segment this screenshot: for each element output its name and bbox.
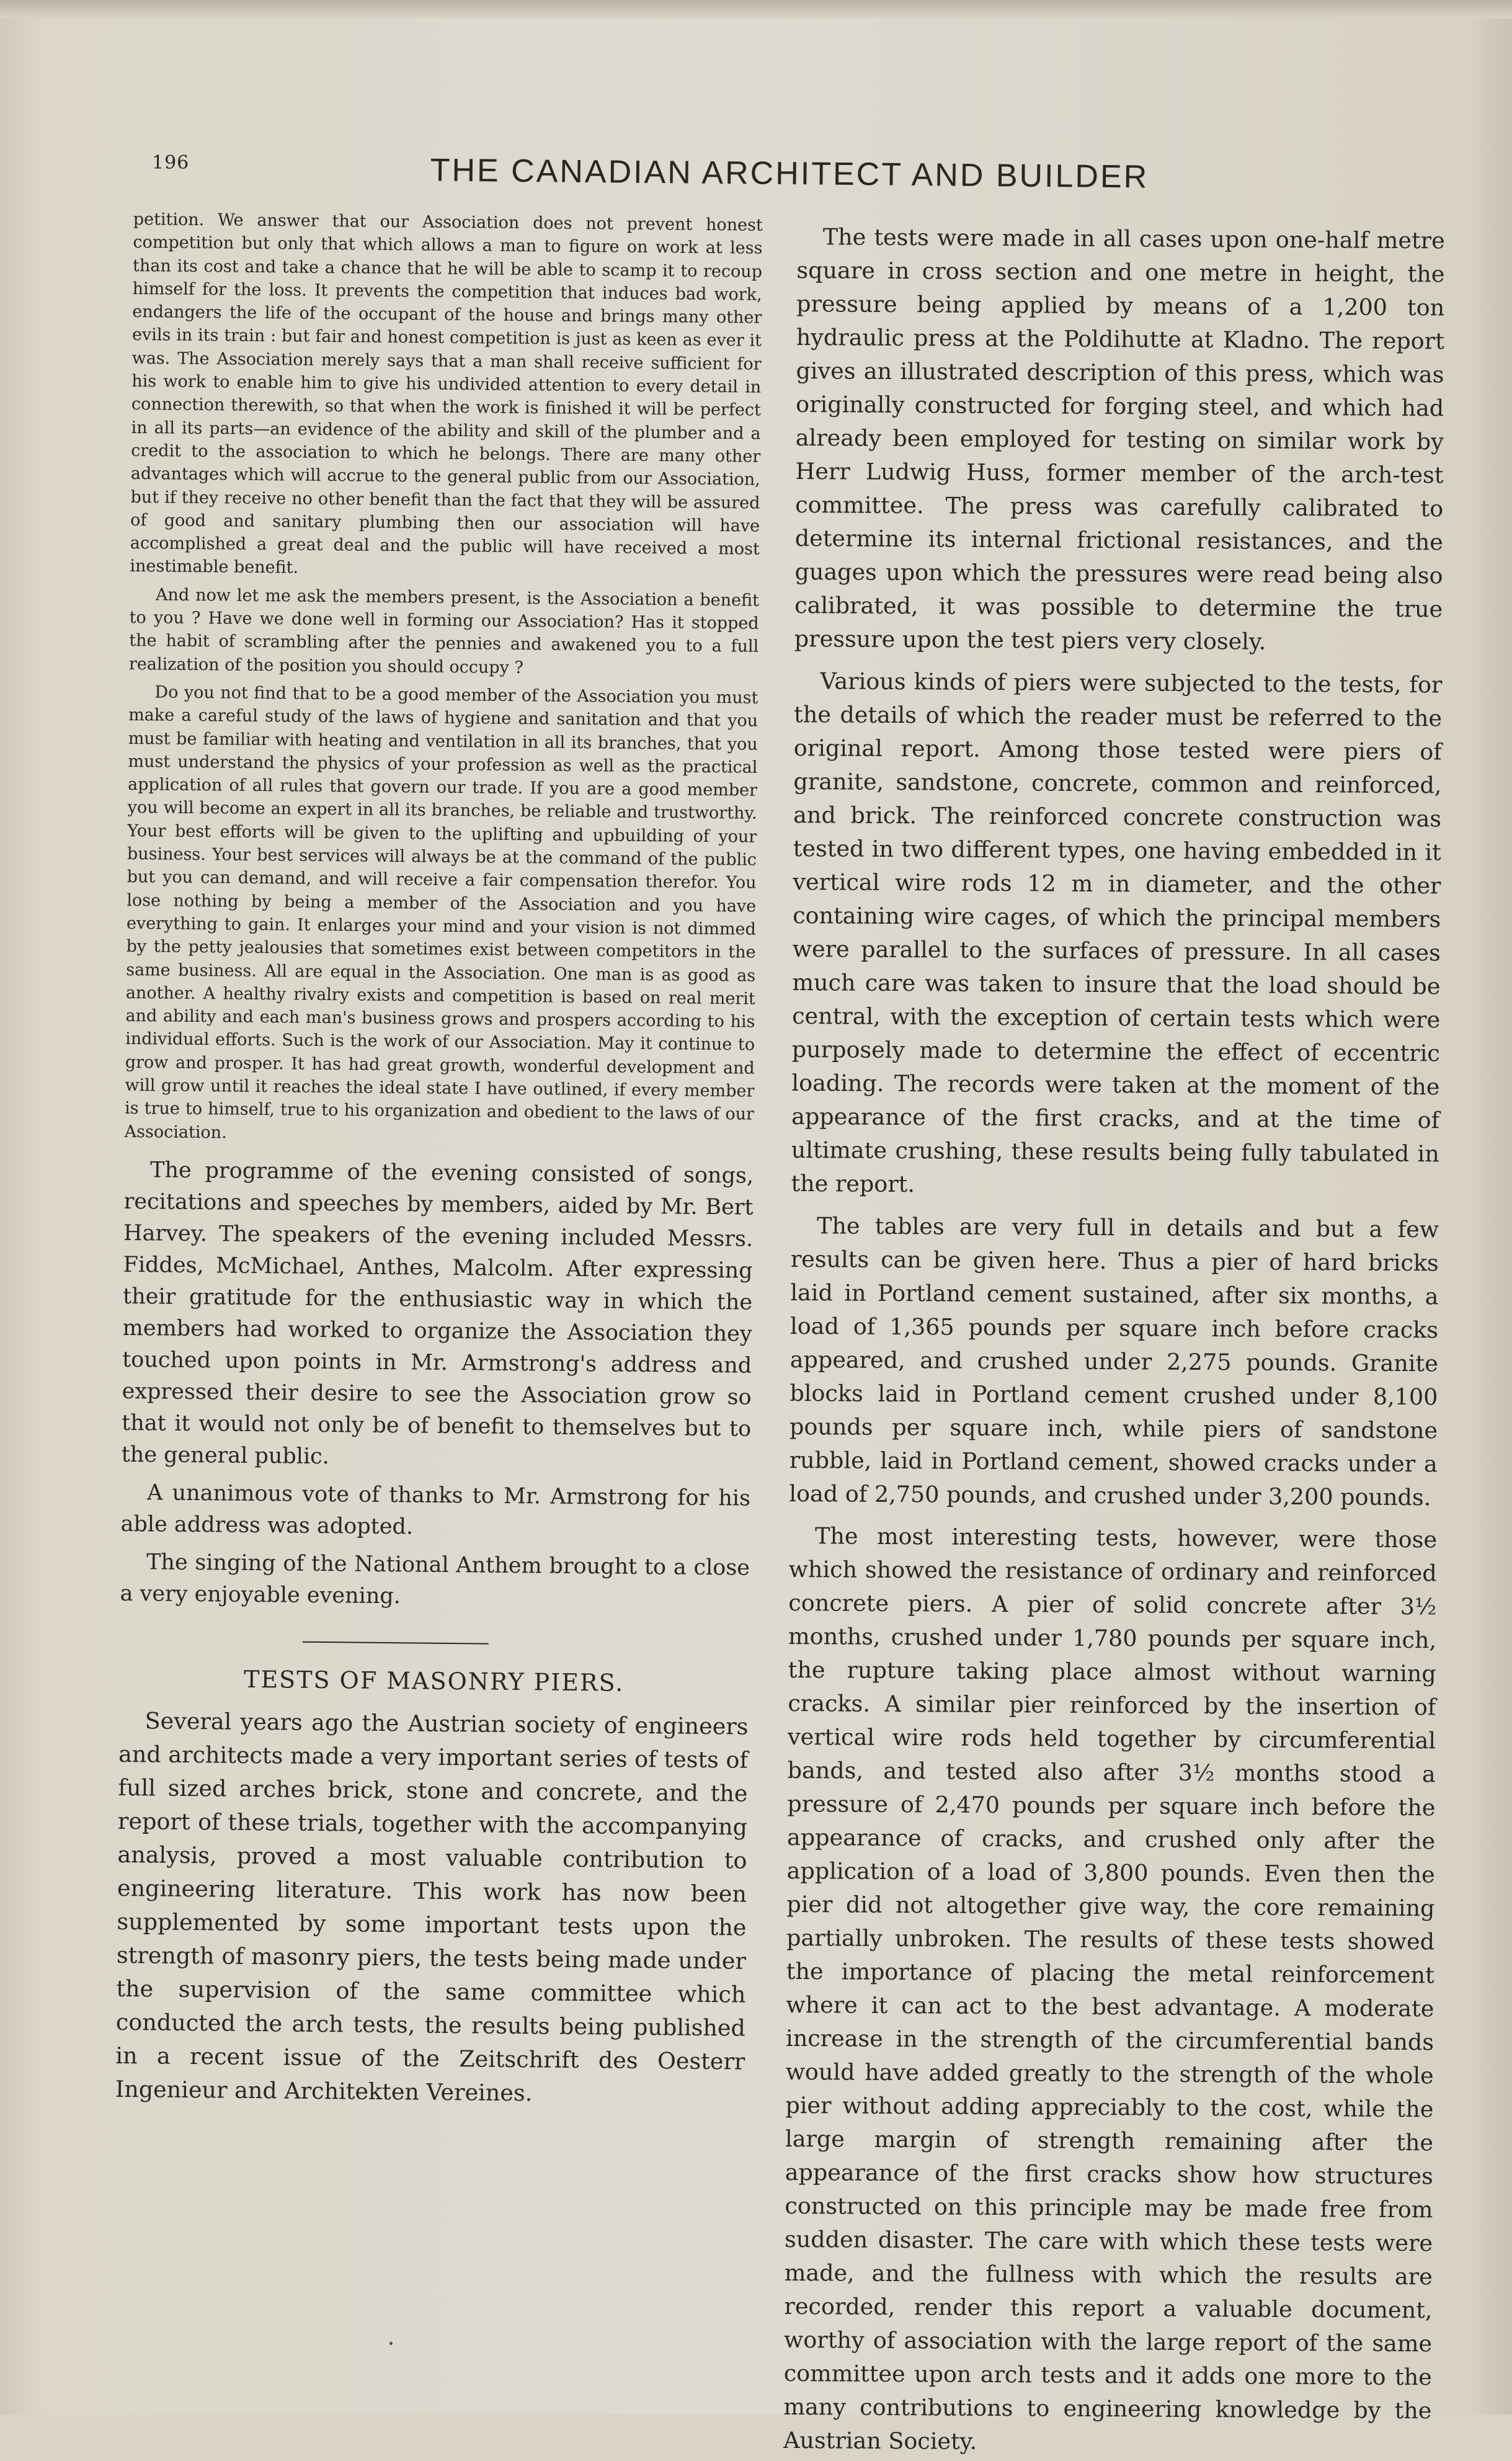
section-divider xyxy=(303,1641,489,1645)
evening-report-text xyxy=(120,1155,754,1616)
page-number: 196 xyxy=(152,152,190,174)
paragraph: The singing of the National Anthem brought to a close a very enjoyable evening. xyxy=(120,1550,750,1609)
ink-speck xyxy=(389,2342,393,2345)
paragraph: Do you not find that to be a good member of the Association you must make a careful study of the laws of hygiene and sanitation and that you must be familiar with heating and ventilation in all its branches, that you must understand the physics of your profession as well as the practical application of all rules that govern our trade. If you are a good member you will become an expert in all its branches, be reliable and trustworthy. Your best efforts will be given to the uplifting and upbuilding of your business. Your best services will always be at the command of the public but you can demand, and will receive a fair compensation therefor. You lose nothing by being a member of the Association and you have everything to gain. It enlarges your mind and your vision is not dimmed by the petty jealousies that sometimes exist between competitors in the same business. All are equal in the Association. One man is as good as another. A healthy rivalry exists and competition is based on real merit and ability and each man's business grows and prospers according to his individual efforts. Such is the work of our Association. May it continue to grow and prosper. It has had great growth, wonderful development and will grow until it reaches the ideal state I have outlined, if every member is true to himself, true to his organization and obedient to the laws of our Association. xyxy=(124,682,758,1143)
paragraph: And now let me ask the members present, is the Association a benefit to you ? Have we done well in forming our Association? Has it stopped the habit of scrambling after the pennies and awakened you to a full realization of the position you should occupy ? xyxy=(128,585,760,677)
paragraph: The programme of the evening consisted of songs, recitations and speeches by members, aided by Mr. Bert Harvey. The speakers of the evening included Messrs. Fiddes, McMichael, Anthes, Malcolm. After expressing their gratitude for the enthusiastic way in which the members had worked to organize the Association they touched upon points in Mr. Armstrong's address and expressed their desire to see the Association grow so that it would not only be of benefit to themselves but to the general public. xyxy=(121,1158,754,1469)
paragraph: petition. We answer that our Association does not prevent honest competition but only that which allows a man to figure on work at less than its cost and take a chance that he will be able to scamp it to recoup himself for the loss. It prevents the competition that induces bad work, endangers the life of the occupant of the house and brings many other evils in its train : but fair and honest competition is just as keen as ever it was. The Association merely says that a man shall receive sufficient for his work to enable him to give his undivided attention to every detail in connection therewith, so that when the work is finished it will be perfect in all its parts—an evidence of the ability and skill of the plumber and a credit to the association to which he belongs. There are many other advantages which will accrue to the general public from our Association, but if they receive no other benefit than the fact that they will be assured of good and sanitary plumbing then our association will have accomplished a great deal and the public will have received a most inestimable benefit. xyxy=(130,209,763,578)
paragraph: Various kinds of piers were subjected to the tests, for the details of which the reader must be referred to the original report. Among those tested were piers of granite, sandstone, concrete, common and reinforced, and brick. The reinforced concrete construction was tested in two different types, one having embedded in it vertical wire rods 12 m in diameter, and the other containing wire cages, of which the principal members were parallel to the surfaces of pressure. In all cases much care was taken to insure that the load should be central, with the exception of certain tests which were purposely made to determine the effect of eccentric loading. The records were taken at the moment of the appearance of the first cracks, and at the time of ultimate crushing, these results being fully tabulated in the report. xyxy=(791,668,1443,1198)
article-heading: TESTS OF MASONRY PIERS. xyxy=(243,1665,625,1697)
paragraph: The tests were made in all cases upon one-half metre square in cross section and one metre in height, the pressure being applied by means of a 1,200 ton hydraulic press at the Poldihutte at Kladno. The report gives an illustrated description of this press, which was originally constructed for forging steel, and which had already been employed for testing on similar work by Herr Ludwig Huss, former member of the arch-test committee. The press was carefully calibrated to determine its internal frictional resistances, and the guages upon which the pressures were read being also calibrated, it was possible to determine the true pressure upon the test piers very closely. xyxy=(794,223,1445,655)
paragraph: The tables are very full in details and but a few results can be given here. Thus a pier of hard bricks laid in Portland cement sustained, after six months, a load of 1,365 pounds per square inch before cracks appeared, and crushed under 2,275 pounds. Granite blocks laid in Portland cement crushed under 8,100 pounds per square inch, while piers of sandstone rubble, laid in Portland cement, showed cracks under a load of 2,750 pounds, and crushed under 3,200 pounds. xyxy=(789,1212,1439,1511)
paragraph: Several years ago the Austrian society of engineers and architects made a very important series of tests of full sized arches brick, stone and concrete, and the report of these trials, together with the accompanying analysis, proved a most valuable contribution to engineering literature. This work has now been supplemented by some important tests upon the strength of masonry piers, the tests being made under the supervision of the same committee which conducted the arch tests, the results being published in a recent issue of the Zeitschrift des Oesterr Ingenieur and Architekten Vereines. xyxy=(115,1707,749,2107)
right-column xyxy=(783,220,1445,2461)
paragraph: The most interesting tests, however, were those which showed the resistance of ordinary and reinforced concrete piers. A pier of solid concrete after 3½ months, crushed under 1,780 pounds per square inch, the rupture taking place almost without warning cracks. A similar pier reinforced by the insertion of vertical wire rods held together by circumferential bands, and tested also after 3½ months stood a pressure of 2,470 pounds per square inch before the appearance of cracks, and crushed only after the application of a load of 3,800 pounds. Even then the pier did not altogether give way, the core remaining partially unbroken. The results of these tests showed the importance of placing the metal reinforcement where it can act to the best advantage. A moderate increase in the strength of the circumferential bands would have added greatly to the strength of the whole pier without adding appreciably to the cost, while the large margin of strength remaining after the appearance of the first cracks show how structures constructed on this principle may be made free from sudden disaster. The care with which these tests were made, and the fullness with which the results are recorded, render this report a valuable document, worthy of association with the large report of the same committee upon arch tests and it adds one more to the many contributions to engineering knowledge by the Austrian Society. xyxy=(783,1522,1438,2455)
journal-title: THE CANADIAN ARCHITECT AND BUILDER xyxy=(430,152,1149,195)
paragraph: A unanimous vote of thanks to Mr. Armstrong for his able address was adopted. xyxy=(120,1480,751,1540)
page-top-edge xyxy=(0,0,1512,19)
association-address-text xyxy=(125,208,763,1150)
left-column xyxy=(115,208,763,2112)
masonry-article-intro xyxy=(115,1704,749,2112)
